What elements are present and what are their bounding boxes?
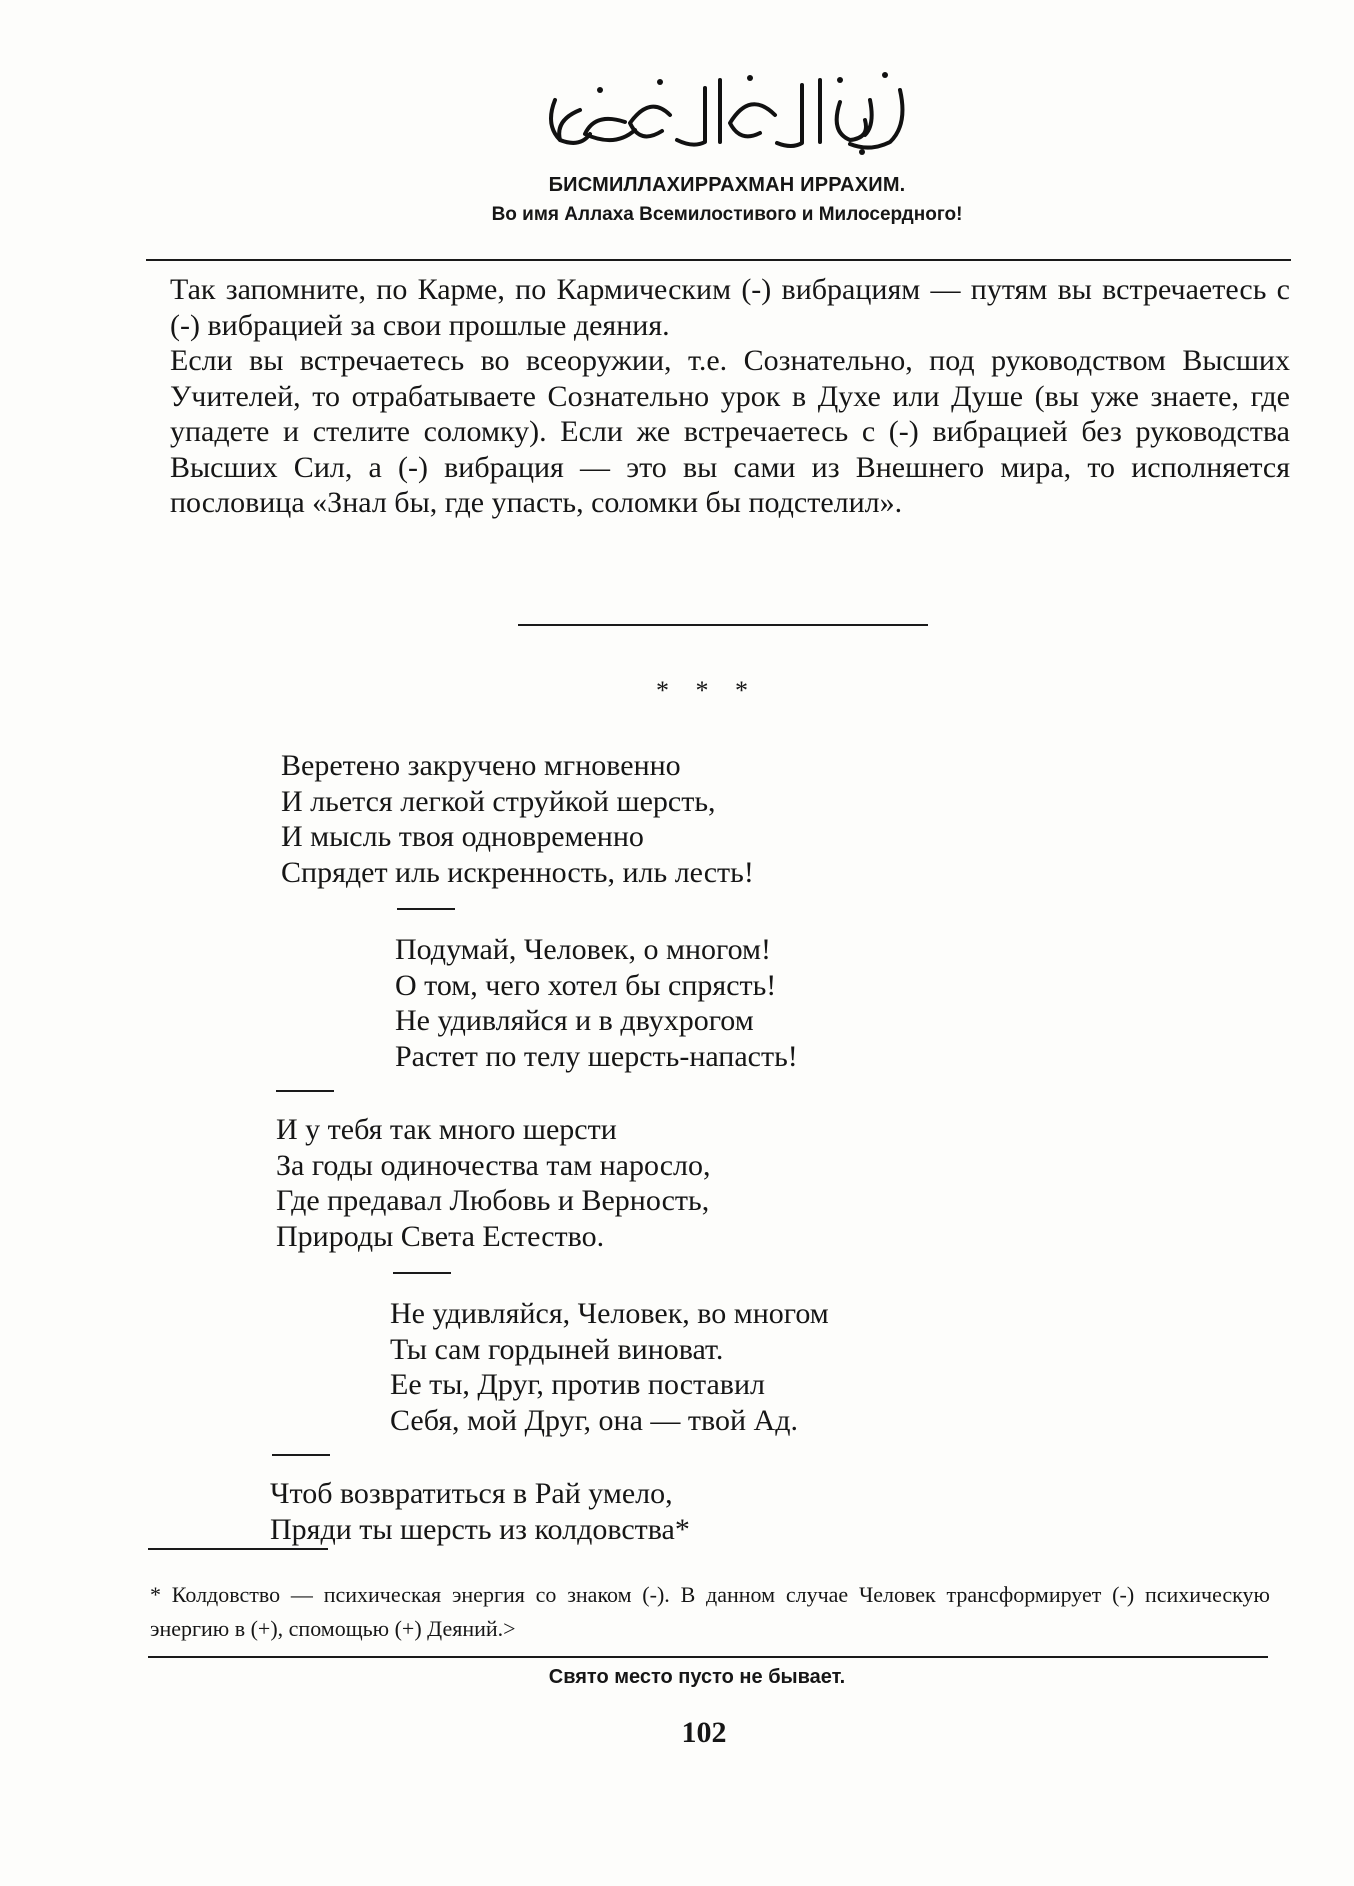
- footnote: * Колдовство — психическая энергия со знаком (-). В данном случае Человек трансформирует (-) психическую энергию в (+), спомощью (+) Деяний.>: [150, 1582, 1270, 1641]
- poem-line: Подумай, Человек, о многом!: [395, 933, 771, 966]
- poem-stanza: [270, 1476, 690, 1547]
- page-number: 102: [681, 1716, 727, 1749]
- stanza-dash: [393, 1272, 451, 1274]
- poem-line: Растет по телу шерсть-напасть!: [395, 1039, 798, 1073]
- poem-line: Спрядет иль искренность, иль лесть!: [281, 855, 754, 889]
- poem-stanza: [281, 748, 754, 890]
- stanza-dash: [276, 1090, 334, 1092]
- poem-line: За годы одиночества там наросло,: [276, 1148, 711, 1182]
- poem-line: О том, чего хотел бы спрясть!: [395, 968, 777, 1002]
- prose-paragraph: Так запомните, по Карме, по Кармическим (-) вибрациям — путям вы встречаетесь с (-) вибрацией за свои прошлые деяния.: [170, 273, 1290, 342]
- poem-line: И мысль твоя одновременно: [281, 820, 644, 853]
- stanza-dash: [272, 1454, 330, 1456]
- bismillah-calligraphy: [540, 60, 920, 160]
- poem-line: Ее ты, Друг, против поставил: [390, 1368, 765, 1401]
- poem-stanza: [395, 932, 798, 1074]
- poem-line: Не удивляйся и в двухрогом: [395, 1004, 754, 1037]
- poem-line: И льется легкой струйкой шерсть,: [281, 784, 716, 818]
- section-divider: [518, 624, 928, 626]
- footnote-divider: [148, 1548, 328, 1550]
- poem-line: Веретено закручено мгновенно: [281, 749, 681, 782]
- prose-paragraph: Если вы встречаетесь во всеоружии, т.е. Сознательно, под руководством Высших Учителей, то отрабатываете Сознательно урок в Духе или Душе (вы уже знаете, где упадете и стелите соломку). Если же встречаетесь с (-) вибрацией без руководства Высших Сил, а (-) вибрация — это вы сами из Внешнего мира, то исполняется пословица «Знал бы, где упасть, соломки бы подстелил».: [170, 344, 1290, 519]
- poem-line: Пряди ты шерсть из колдовства*: [270, 1512, 690, 1546]
- footer-proverb: Свято место пусто не бывает.: [548, 1666, 846, 1688]
- poem-line: Где предавал Любовь и Верность,: [276, 1184, 710, 1217]
- poem-line: И у тебя так много шерсти: [276, 1113, 617, 1146]
- poem-line: Природы Света Естество.: [276, 1219, 605, 1253]
- asterism-separator: * * *: [656, 676, 758, 705]
- header-divider: [146, 259, 1291, 261]
- poem-stanza: [276, 1112, 711, 1254]
- poem-line: Не удивляйся, Человек, во многом: [390, 1297, 829, 1330]
- stanza-dash: [397, 908, 455, 910]
- footer-divider: [148, 1656, 1268, 1658]
- prose-block: [170, 272, 1290, 521]
- header-subtitle: Во имя Аллаха Всемилостивого и Милосердного!: [491, 204, 963, 225]
- poem-line: Себя, мой Друг, она — твой Ад.: [390, 1403, 798, 1437]
- poem-line: Ты сам гордыней виноват.: [390, 1332, 724, 1366]
- poem-line: Чтоб возвратиться в Рай умело,: [270, 1477, 673, 1510]
- header-title: БИСМИЛЛАХИРРАХМАН ИРРАХИМ.: [548, 174, 906, 196]
- poem-stanza: [390, 1296, 829, 1438]
